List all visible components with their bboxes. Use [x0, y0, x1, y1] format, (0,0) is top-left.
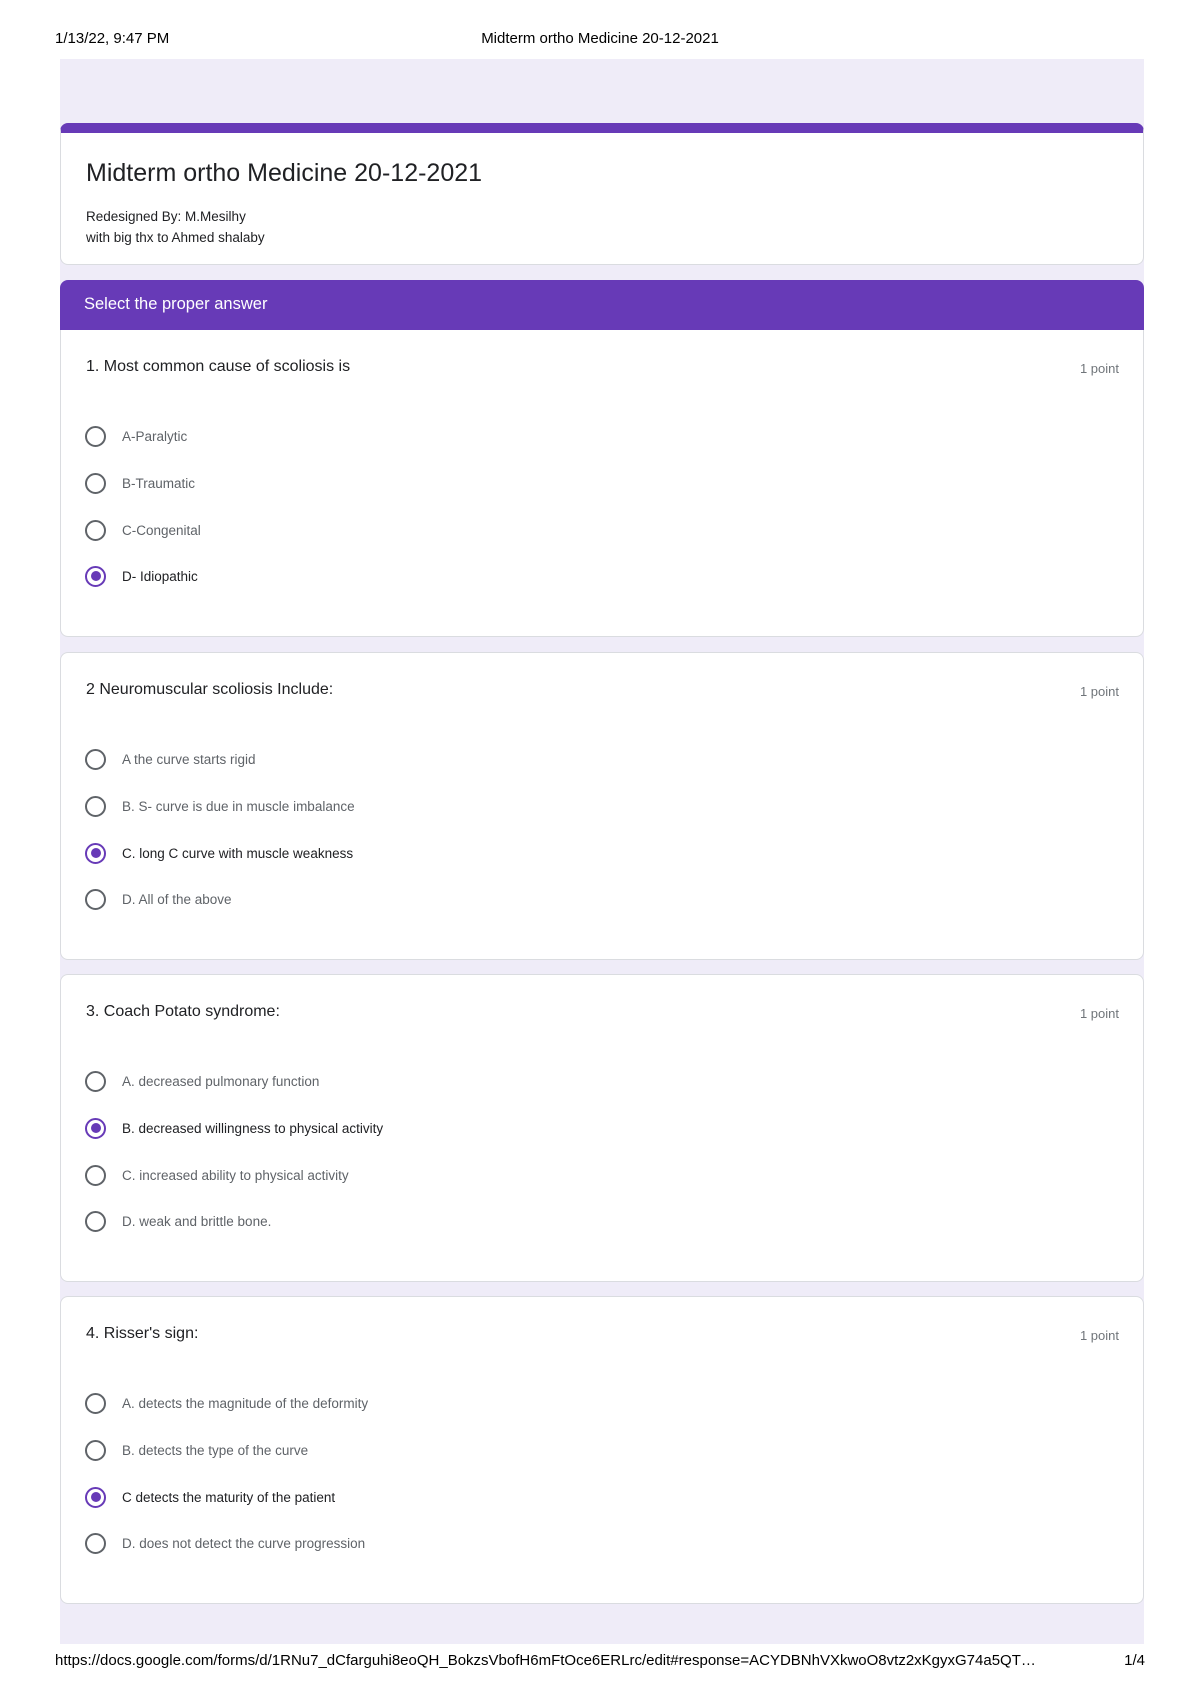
radio-option[interactable]: [85, 1209, 271, 1233]
option-label: C-Congenital: [122, 522, 201, 538]
radio-option[interactable]: [85, 887, 232, 911]
radio-button[interactable]: [85, 796, 106, 817]
option-label: D. weak and brittle bone.: [122, 1213, 272, 1229]
radio-option[interactable]: [85, 1531, 365, 1555]
section-title: Select the proper answer: [84, 295, 268, 313]
option-label: B-Traumatic: [122, 475, 196, 491]
radio-button-checked[interactable]: [85, 843, 106, 864]
form-description-line: with big thx to Ahmed shalaby: [86, 230, 265, 245]
radio-button-checked[interactable]: [85, 1487, 106, 1508]
question-text: 4. Risser's sign:: [86, 1325, 199, 1342]
question-text: 3. Coach Potato syndrome:: [86, 1003, 280, 1020]
radio-option[interactable]: [85, 1163, 349, 1187]
question-card: [60, 330, 1144, 637]
question-points: 1 point: [1079, 1328, 1119, 1343]
radio-button[interactable]: [85, 749, 106, 770]
radio-button-checked[interactable]: [85, 566, 106, 587]
radio-button[interactable]: [85, 1440, 106, 1461]
question-text: 2 Neuromuscular scoliosis Include:: [86, 681, 334, 698]
radio-option[interactable]: [85, 518, 201, 542]
radio-button[interactable]: [85, 1165, 106, 1186]
form-description-line: Redesigned By: M.Mesilhy: [86, 209, 246, 224]
radio-button[interactable]: [85, 1533, 106, 1554]
option-label: D- Idiopathic: [122, 568, 198, 584]
section-header: [60, 280, 1144, 330]
radio-option-selected[interactable]: [85, 1116, 383, 1140]
radio-button[interactable]: [85, 1071, 106, 1092]
question-card: [60, 1296, 1144, 1604]
option-label: B. decreased willingness to physical activity: [122, 1120, 384, 1136]
radio-button[interactable]: [85, 520, 106, 541]
radio-option[interactable]: [85, 1391, 368, 1415]
option-label: A the curve starts rigid: [122, 751, 256, 767]
radio-option-selected[interactable]: [85, 841, 353, 865]
print-date: 1/13/22, 9:47 PM: [55, 30, 170, 47]
radio-option[interactable]: [85, 1069, 319, 1093]
option-label: C. increased ability to physical activity: [122, 1167, 349, 1183]
print-header: [55, 30, 1145, 50]
radio-button-checked[interactable]: [85, 1118, 106, 1139]
question-text: 1. Most common cause of scoliosis is: [86, 358, 351, 375]
radio-option[interactable]: [85, 1438, 308, 1462]
radio-button[interactable]: [85, 889, 106, 910]
option-label: D. does not detect the curve progression: [122, 1535, 366, 1551]
radio-button[interactable]: [85, 473, 106, 494]
question-points: 1 point: [1079, 1006, 1119, 1021]
radio-button[interactable]: [85, 426, 106, 447]
radio-option-selected[interactable]: [85, 564, 198, 588]
print-footer: [55, 1652, 1145, 1672]
option-label: C. long C curve with muscle weakness: [122, 845, 354, 861]
page-number: 1/4: [1124, 1652, 1145, 1669]
radio-button[interactable]: [85, 1211, 106, 1232]
form-title: Midterm ortho Medicine 20-12-2021: [86, 159, 483, 187]
print-url: https://docs.google.com/forms/d/1RNu7_dCfarguhi8eoQH_BokzsVbofH6mFtOce6ERLrc/edit#response=ACYDBNhVXkwoO8vtz2xKgyxG74a5QT…: [55, 1652, 1036, 1669]
option-label: D. All of the above: [122, 891, 232, 907]
radio-option[interactable]: [85, 424, 187, 448]
radio-option[interactable]: [85, 794, 355, 818]
option-label: A. detects the magnitude of the deformity: [122, 1395, 369, 1411]
radio-option[interactable]: [85, 471, 195, 495]
radio-option[interactable]: [85, 747, 256, 771]
question-points: 1 point: [1079, 684, 1119, 699]
option-label: A-Paralytic: [122, 428, 188, 444]
question-points: 1 point: [1079, 361, 1119, 376]
question-card: [60, 974, 1144, 1282]
radio-option-selected[interactable]: [85, 1485, 335, 1509]
question-card: [60, 652, 1144, 960]
radio-button[interactable]: [85, 1393, 106, 1414]
option-label: C detects the maturity of the patient: [122, 1489, 336, 1505]
option-label: A. decreased pulmonary function: [122, 1073, 320, 1089]
option-label: B. S- curve is due in muscle imbalance: [122, 798, 355, 814]
form-title-card: [60, 123, 1144, 265]
print-title: Midterm ortho Medicine 20-12-2021: [481, 30, 719, 47]
option-label: B. detects the type of the curve: [122, 1442, 309, 1458]
